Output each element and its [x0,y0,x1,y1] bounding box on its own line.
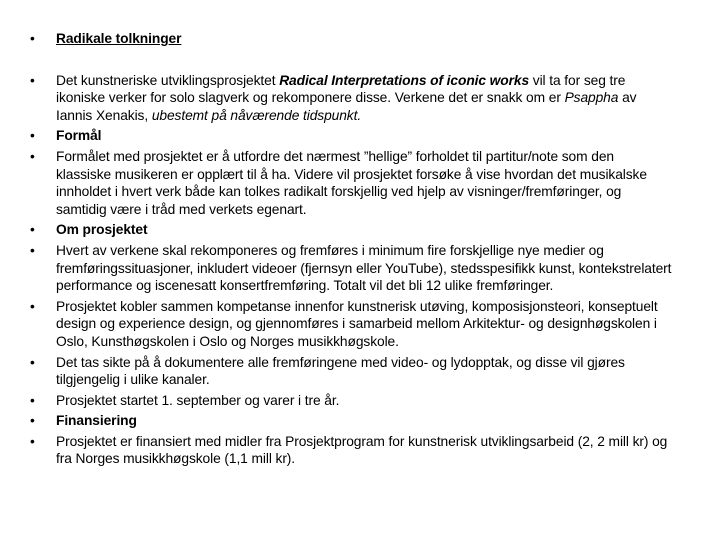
bullet-heading-radikale-tolkninger [30,30,678,48]
bullet-collaboration [30,298,678,351]
bullet-icon: • [30,433,35,449]
bullet-project-description [30,72,678,125]
bullet-icon: • [30,31,35,46]
bullet-funding [30,433,678,468]
text-run: vil ta for seg tre ikoniske verker for solo slagverk og rekomponere disse. Verkene det er snakk om er [56,72,626,106]
bullet-icon: • [30,392,35,408]
bullet-icon: • [30,222,35,238]
bullet-performances [30,242,678,295]
bullet-icon: • [30,148,35,164]
text-run: Om prosjektet [56,222,148,238]
bullet-formal-text [30,148,678,218]
text-run: ubestemt på nåværende tidspunkt. [151,107,362,123]
bullet-heading-finansiering [30,412,678,430]
bullet-list [30,30,678,471]
text-run: Hvert av verkene skal rekomponeres og fremføres i minimum fire forskjellige nye medier og fremføringssituasjoner, inkludert videoer (fjernsyn eller YouTube), stedsspesifikk kunst, kontekstrelatert performance og iscenesatt konsertfremføring. Totalt vil det bli 12 ulike fremføringer. [56,242,672,294]
text-run: Det tas sikte på å dokumentere alle fremføringene med video- og lydopptak, og disse vil gjøres tilgjengelig i ulike kanaler. [56,354,625,388]
bullet-text [56,72,672,125]
text-run: Prosjektet er finansiert med midler fra Prosjektprogram for kunstnerisk utviklingsarbeid (2, 2 mill kr) og fra Norges musikkhøgskole (1,1 mill kr). [56,433,668,467]
bullet-text [56,433,672,468]
text-run: Formålet med prosjektet er å utfordre det nærmest ”hellige” forholdet til partitur/note som den klassiske musikeren er opplært til å ha. Videre vil prosjektet forsøke å vise hvordan det musikalske innholdet i hvert verk både kan tolkes radikalt forskjellig ved hjelp av visninger/fremføringer, og samtidig være i tråd med verkets egenart. [56,148,647,217]
text-run: Formål [56,128,102,144]
bullet-text [56,221,672,239]
bullet-text [56,412,672,430]
bullet-icon: • [30,242,35,258]
bullet-icon: • [30,72,35,88]
bullet-timeline [30,392,678,410]
bullet-text [56,127,672,145]
text-run: Prosjektet startet 1. september og varer i tre år. [56,392,340,408]
bullet-text [56,354,672,389]
bullet-icon: • [30,354,35,370]
text-run: Det kunstneriske utviklingsprosjektet [56,72,280,88]
bullet-text [56,298,672,351]
bullet-icon: • [30,413,35,429]
text-run: Radical Interpretations of iconic works [279,72,530,88]
text-run: Prosjektet kobler sammen kompetanse innenfor kunstnerisk utøving, komposisjonsteori, konseptuelt design og experience design, og gjennomføres i samarbeid mellom Arkitektur- og designhøgskolen i Oslo, Kunsthøgskolen i Oslo og Norges musikkhøgskole. [56,298,658,349]
blank-line [30,51,678,72]
bullet-heading-formal [30,127,678,145]
text-run: Psappha [564,90,619,106]
bullet-text [56,148,672,218]
bullet-text [56,392,672,410]
text-run: av Iannis Xenakis, [56,90,637,123]
bullet-heading-om-prosjektet [30,221,678,239]
bullet-text [56,242,672,295]
text-run: Finansiering [56,413,137,429]
text-run: Radikale tolkninger [56,31,182,46]
bullet-text [56,30,672,48]
bullet-documentation [30,354,678,389]
bullet-icon: • [30,128,35,144]
bullet-icon: • [30,298,35,314]
